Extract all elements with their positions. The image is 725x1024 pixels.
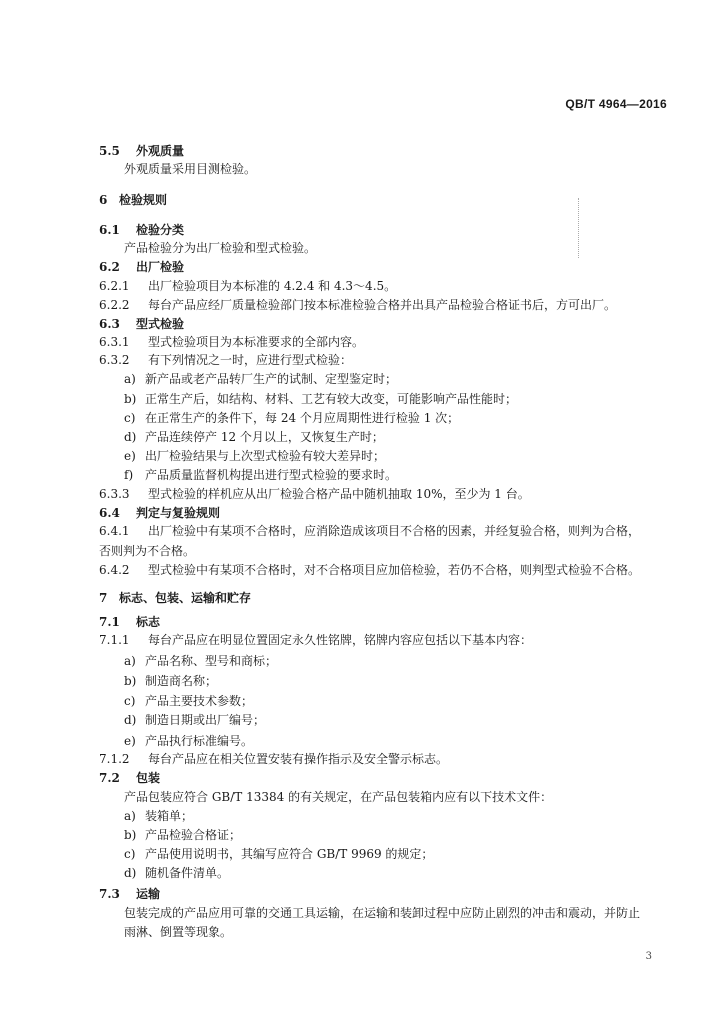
clause-text: 每台产品应在相关位置安装有操作指示及安全警示标志。 — [148, 752, 449, 766]
heading-text: 标志、包装、运输和贮存 — [119, 591, 252, 605]
list-item-text: 产品执行标准编号。 — [145, 734, 254, 748]
clause-number: 7.1.2 — [99, 752, 130, 766]
list-item-text: 在正常生产的条件下，每 24 个月应周期性进行检验 1 次； — [145, 411, 460, 425]
list-marker: b) — [124, 674, 137, 688]
heading-text: 判定与复验规则 — [136, 506, 221, 520]
clause-number: 6.2.2 — [99, 298, 130, 312]
list-item-text: 装箱单； — [145, 809, 194, 823]
heading-text: 型式检验 — [136, 317, 185, 331]
clause-number: 7.1.1 — [99, 633, 130, 647]
list-marker: e) — [124, 449, 136, 463]
clause-text: 包装完成的产品应用可靠的交通工具运输，在运输和装卸过程中应防止剧烈的冲击和震动，并防止 — [124, 906, 641, 920]
list-marker: d) — [124, 713, 137, 727]
list-marker: a) — [124, 654, 136, 668]
clause-number: 6.2 — [99, 260, 120, 274]
clause-number: 6.3.1 — [99, 335, 130, 349]
list-item-text: 产品质量监督机构提出进行型式检验的要求时。 — [145, 468, 398, 482]
list-marker: d) — [124, 430, 137, 444]
list-item-text: 新产品或老产品转厂生产的试制、定型鉴定时； — [145, 372, 398, 386]
clause-number: 7.3 — [99, 887, 120, 901]
clause-text: 有下列情况之一时，应进行型式检验： — [148, 353, 353, 367]
clause-number: 6.1 — [99, 223, 120, 237]
clause-number: 7 — [99, 591, 108, 605]
clause-number: 7.2 — [99, 771, 120, 785]
list-item-text: 产品连续停产 12 个月以上，又恢复生产时； — [145, 430, 384, 444]
clause-text: 产品包装应符合 GB/T 13384 的有关规定，在产品包装箱内应有以下技术文件： — [124, 790, 553, 804]
clause-text: 型式检验项目为本标准要求的全部内容。 — [148, 335, 365, 349]
clause-number: 6.3.3 — [99, 487, 130, 501]
clause-text: 外观质量采用目测检验。 — [124, 162, 257, 176]
clause-number: 5.5 — [99, 144, 120, 158]
heading-text: 检验分类 — [136, 223, 185, 237]
list-marker: b) — [124, 828, 137, 842]
list-item-text: 随机备件清单。 — [145, 866, 230, 880]
clause-text: 型式检验中有某项不合格时，对不合格项目应加倍检验，若仍不合格，则判型式检验不合格。 — [148, 563, 641, 577]
clause-text: 每台产品应经厂质量检验部门按本标准检验合格并出具产品检验合格证书后，方可出厂。 — [148, 298, 617, 312]
list-marker: c) — [124, 411, 136, 425]
clause-text: 出厂检验中有某项不合格时，应消除造成该项目不合格的因素，并经复验合格，则判为合格， — [148, 524, 641, 538]
heading-text: 运输 — [136, 887, 161, 901]
list-marker: d) — [124, 866, 137, 880]
clause-number: 6.4.1 — [99, 524, 130, 538]
clause-text: 产品检验分为出厂检验和型式检验。 — [124, 241, 317, 255]
list-marker: c) — [124, 694, 136, 708]
clause-text: 每台产品应在明显位置固定永久性铭牌，铭牌内容应包括以下基本内容： — [148, 633, 533, 647]
list-item-text: 产品主要技术参数； — [145, 694, 254, 708]
heading-text: 标志 — [136, 615, 161, 629]
list-item-text: 产品检验合格证； — [145, 828, 242, 842]
standard-code-header: QB/T 4964—2016 — [565, 97, 667, 111]
list-item-text: 产品名称、型号和商标； — [145, 654, 278, 668]
list-marker: f) — [124, 468, 134, 482]
clause-text: 雨淋、倒置等现象。 — [124, 925, 233, 939]
heading-text: 出厂检验 — [136, 260, 185, 274]
margin-dot-marks — [578, 198, 581, 258]
clause-number: 6.3 — [99, 317, 120, 331]
list-marker: c) — [124, 847, 136, 861]
clause-text: 出厂检验项目为本标准的 4.2.4 和 4.3～4.5。 — [148, 279, 397, 293]
clause-number: 6.4 — [99, 506, 120, 520]
list-item-text: 出厂检验结果与上次型式检验有较大差异时； — [145, 449, 386, 463]
list-item-text: 正常生产后，如结构、材料、工艺有较大改变，可能影响产品性能时； — [145, 392, 518, 406]
list-item-text: 制造日期或出厂编号； — [145, 713, 266, 727]
clause-text: 型式检验的样机应从出厂检验合格产品中随机抽取 10%，至少为 1 台。 — [148, 487, 530, 501]
clause-number: 6 — [99, 193, 108, 207]
list-marker: b) — [124, 392, 137, 406]
list-marker: a) — [124, 809, 136, 823]
heading-text: 外观质量 — [136, 144, 185, 158]
clause-number: 6.2.1 — [99, 279, 130, 293]
clause-number: 7.1 — [99, 615, 120, 629]
page-number: 3 — [645, 951, 652, 962]
clause-number: 6.3.2 — [99, 353, 130, 367]
list-item-text: 产品使用说明书，其编写应符合 GB/T 9969 的规定； — [145, 847, 434, 861]
list-marker: e) — [124, 734, 136, 748]
list-marker: a) — [124, 372, 136, 386]
heading-text: 包装 — [136, 771, 161, 785]
heading-text: 检验规则 — [119, 193, 168, 207]
clause-text: 否则判为不合格。 — [99, 544, 196, 558]
clause-number: 6.4.2 — [99, 563, 130, 577]
list-item-text: 制造商名称； — [145, 674, 218, 688]
